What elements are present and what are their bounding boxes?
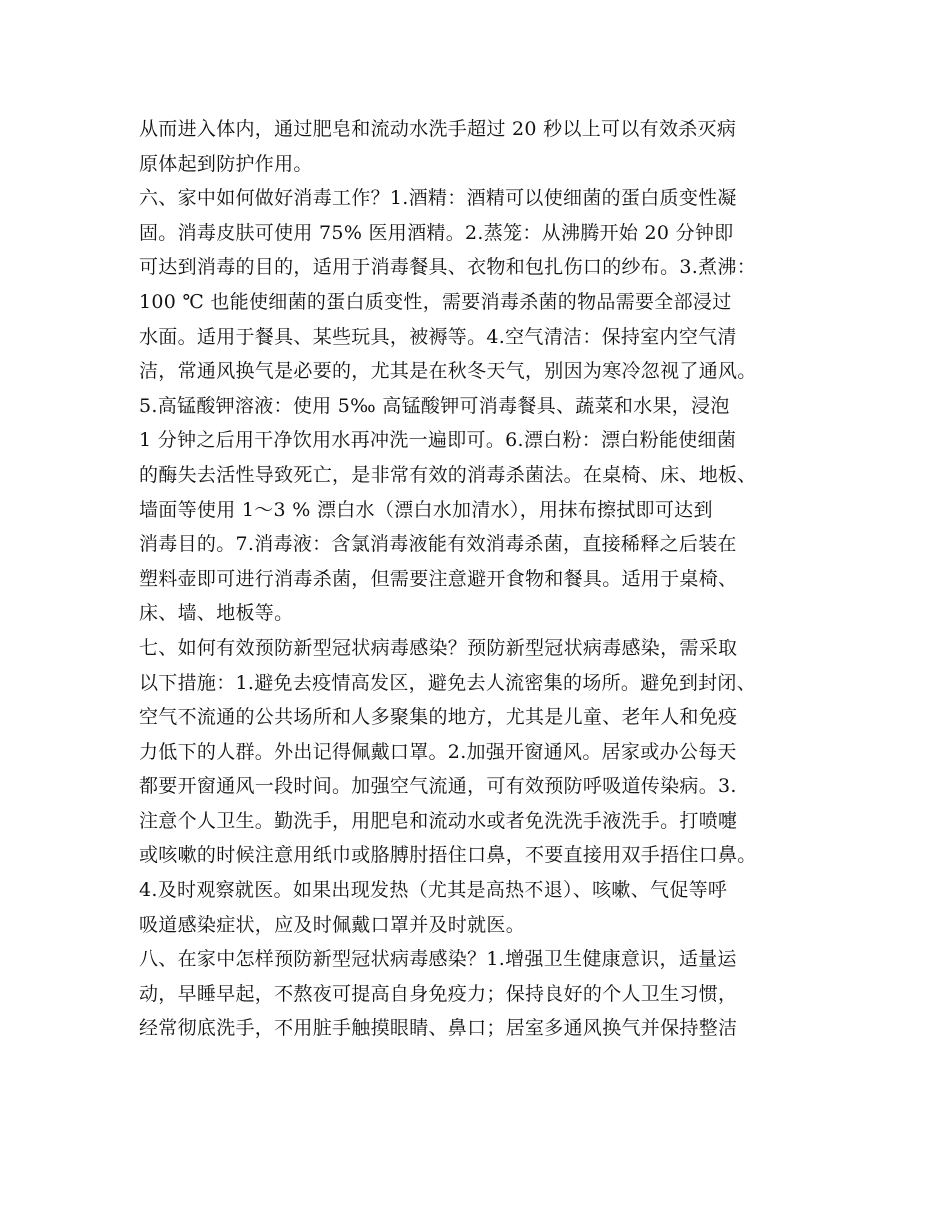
text-line: 固。消毒皮肤可使用 75% 医用酒精。2.蒸笼：从沸腾开始 20 分钟即 xyxy=(139,221,734,244)
text-line: 床、墙、地板等。 xyxy=(139,602,294,625)
text-line: 可达到消毒的目的，适用于消毒餐具、衣物和包扎伤口的纱布。3.煮沸： xyxy=(139,256,757,279)
text-line: 经常彻底洗手，不用脏手触摸眼睛、鼻口；居室多通风换气并保持整洁 xyxy=(139,1017,738,1040)
section-6-heading-line: 六、家中如何做好消毒工作？1.酒精：酒精可以使细菌的蛋白质变性凝 xyxy=(139,187,737,210)
text-line: 吸道感染症状，应及时佩戴口罩并及时就医。 xyxy=(139,913,526,936)
text-line: 消毒目的。7.消毒液：含氯消毒液能有效消毒杀菌，直接稀释之后装在 xyxy=(139,533,737,556)
text-line: 的酶失去活性导致死亡，是非常有效的消毒杀菌法。在桌椅、床、地板、 xyxy=(139,463,757,486)
text-line: 力低下的人群。外出记得佩戴口罩。2.加强开窗通风。居家或办公每天 xyxy=(139,740,737,763)
text-line: 洁，常通风换气是必要的，尤其是在秋冬天气，别因为寒冷忽视了通风。 xyxy=(139,360,757,383)
text-line: 5.高锰酸钾溶液：使用 5‰ 高锰酸钾可消毒餐具、蔬菜和水果，浸泡 xyxy=(139,394,730,417)
text-line: 塑料壶即可进行消毒杀菌，但需要注意避开食物和餐具。适用于桌椅、 xyxy=(139,567,738,590)
text-line: 或咳嗽的时候注意用纸巾或胳膊肘捂住口鼻，不要直接用双手捂住口鼻。 xyxy=(139,844,757,867)
section-8-heading-line: 八、在家中怎样预防新型冠状病毒感染？1.增强卫生健康意识，适量运 xyxy=(139,948,737,971)
text-line: 墙面等使用 1～3 % 漂白水（漂白水加清水），用抹布擦拭即可达到 xyxy=(139,498,713,521)
text-line: 都要开窗通风一段时间。加强空气流通，可有效预防呼吸道传染病。3. xyxy=(139,775,737,798)
text-line: 100 ℃ 也能使细菌的蛋白质变性，需要消毒杀菌的物品需要全部浸过 xyxy=(139,290,732,313)
text-line: 从而进入体内，通过肥皂和流动水洗手超过 20 秒以上可以有效杀灭病 xyxy=(139,118,737,140)
text-line: 原体起到防护作用。 xyxy=(139,152,313,175)
text-line: 空气不流通的公共场所和人多聚集的地方，尤其是儿童、老年人和免疫 xyxy=(139,706,738,729)
text-line: 1 分钟之后用干净饮用水再冲洗一遍即可。6.漂白粉：漂白粉能使细菌 xyxy=(139,429,737,452)
section-7-heading-line: 七、如何有效预防新型冠状病毒感染？预防新型冠状病毒感染，需采取 xyxy=(139,636,738,659)
text-line: 4.及时观察就医。如果出现发热（尤其是高热不退）、咳嗽、气促等呼 xyxy=(139,879,728,902)
body-text xyxy=(139,112,819,1046)
text-line: 水面。适用于餐具、某些玩具，被褥等。4.空气清洁：保持室内空气清 xyxy=(139,325,737,348)
text-line: 动，早睡早起，不熬夜可提高自身免疫力；保持良好的个人卫生习惯， xyxy=(139,982,738,1005)
text-line: 注意个人卫生。勤洗手，用肥皂和流动水或者免洗洗手液洗手。打喷嚏 xyxy=(139,809,738,832)
text-line: 以下措施：1.避免去疫情高发区，避免去人流密集的场所。避免到封闭、 xyxy=(139,671,757,694)
